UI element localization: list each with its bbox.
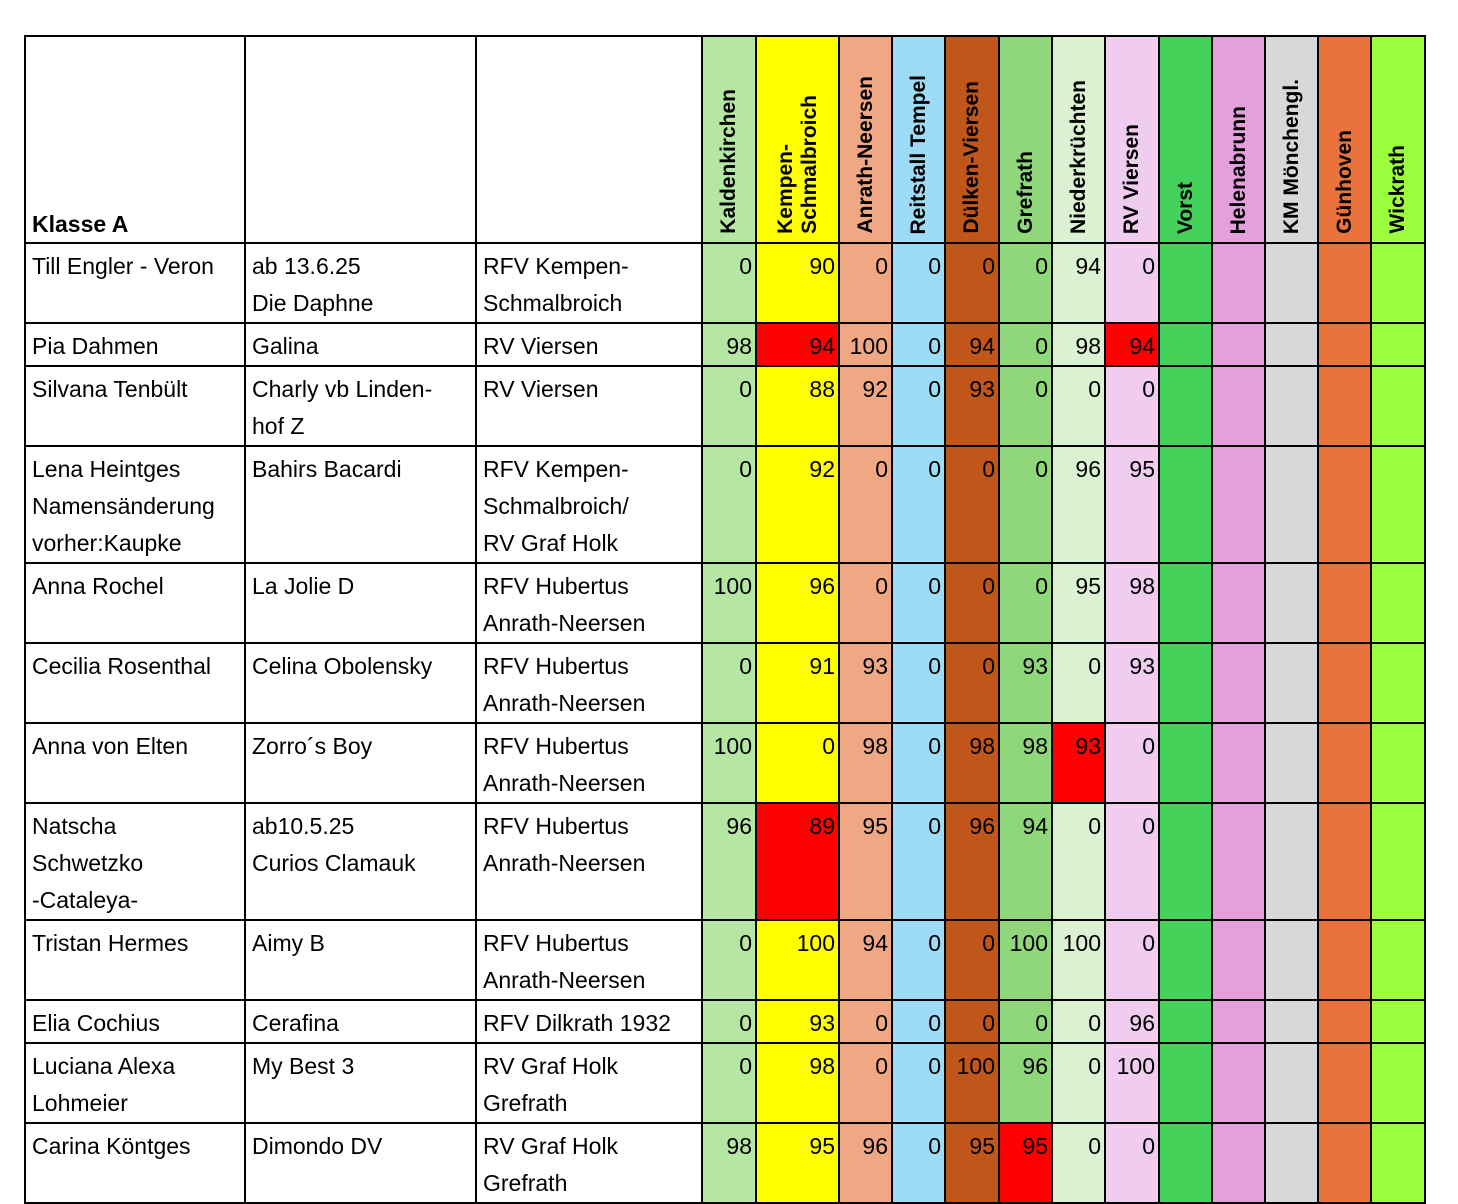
class-title: Klasse A <box>25 36 245 243</box>
score-cell: 0 <box>892 803 945 920</box>
score-cell: 96 <box>839 1123 892 1203</box>
score-cell: 0 <box>839 446 892 563</box>
score-cell: 0 <box>1052 366 1105 446</box>
score-cell: 100 <box>702 723 756 803</box>
score-cell: 0 <box>1052 643 1105 723</box>
column-header-label: Wickrath <box>1386 145 1409 234</box>
table-row <box>25 1000 1425 1043</box>
score-cell: 100 <box>1105 1043 1159 1123</box>
column-header <box>839 36 892 243</box>
header-club-blank <box>476 36 702 243</box>
score-cell: 100 <box>756 920 839 1000</box>
score-cell: 0 <box>1105 366 1159 446</box>
horse-cell: Charly vb Linden- hof Z <box>245 366 476 446</box>
score-cell: 0 <box>1105 920 1159 1000</box>
column-header-label: KM Mönchengl. <box>1279 78 1303 234</box>
score-cell <box>1159 920 1212 1000</box>
rider-cell: Elia Cochius <box>25 1000 245 1043</box>
column-header <box>1371 36 1425 243</box>
table-row <box>25 243 1425 323</box>
score-cell <box>1212 243 1265 323</box>
club-cell: RFV Hubertus Anrath-Neersen <box>476 803 702 920</box>
table-row <box>25 1123 1425 1203</box>
score-cell: 0 <box>945 563 999 643</box>
table-row <box>25 1043 1425 1123</box>
score-cell: 100 <box>839 323 892 366</box>
score-cell: 94 <box>945 323 999 366</box>
score-cell: 0 <box>892 1000 945 1043</box>
header-horse-blank <box>245 36 476 243</box>
score-cell: 0 <box>892 723 945 803</box>
score-cell: 98 <box>999 723 1052 803</box>
column-header <box>1265 36 1318 243</box>
score-cell <box>1212 803 1265 920</box>
score-cell: 95 <box>999 1123 1052 1203</box>
table-row <box>25 366 1425 446</box>
score-cell: 0 <box>839 1043 892 1123</box>
table-row <box>25 323 1425 366</box>
score-cell: 89 <box>756 803 839 920</box>
score-cell: 95 <box>839 803 892 920</box>
club-cell: RFV Hubertus Anrath-Neersen <box>476 563 702 643</box>
score-cell: 0 <box>945 920 999 1000</box>
rider-cell: Till Engler - Veron <box>25 243 245 323</box>
score-cell: 96 <box>756 563 839 643</box>
score-cell <box>1371 563 1425 643</box>
score-cell: 94 <box>1105 323 1159 366</box>
score-cell: 94 <box>756 323 839 366</box>
score-cell: 0 <box>839 243 892 323</box>
score-cell: 96 <box>945 803 999 920</box>
score-cell: 0 <box>892 1123 945 1203</box>
score-cell: 98 <box>1052 323 1105 366</box>
score-cell <box>1265 1123 1318 1203</box>
score-cell <box>1371 723 1425 803</box>
club-cell: RV Viersen <box>476 366 702 446</box>
rider-cell: Luciana Alexa Lohmeier <box>25 1043 245 1123</box>
score-cell: 95 <box>756 1123 839 1203</box>
score-cell <box>1265 723 1318 803</box>
score-cell: 98 <box>839 723 892 803</box>
score-cell <box>1371 803 1425 920</box>
score-cell: 0 <box>945 1000 999 1043</box>
horse-cell: La Jolie D <box>245 563 476 643</box>
score-cell <box>1212 1123 1265 1203</box>
column-header-label: Niederkrüchten <box>1066 79 1090 234</box>
score-cell: 94 <box>839 920 892 1000</box>
score-cell: 0 <box>1052 803 1105 920</box>
score-cell: 0 <box>1105 1123 1159 1203</box>
score-cell: 0 <box>999 563 1052 643</box>
score-cell: 0 <box>756 723 839 803</box>
score-cell: 0 <box>892 446 945 563</box>
score-cell <box>1265 803 1318 920</box>
score-cell: 96 <box>1052 446 1105 563</box>
horse-cell: Aimy B <box>245 920 476 1000</box>
score-cell <box>1318 563 1371 643</box>
score-cell: 0 <box>892 1043 945 1123</box>
score-cell <box>1159 1000 1212 1043</box>
score-cell <box>1371 366 1425 446</box>
scores-table <box>24 35 1426 1204</box>
score-cell: 96 <box>702 803 756 920</box>
score-cell: 95 <box>945 1123 999 1203</box>
score-cell <box>1159 323 1212 366</box>
score-cell <box>1159 1043 1212 1123</box>
column-header-label: Vorst <box>1173 181 1197 234</box>
column-header-label: Kempen- Schmalbroich <box>773 95 821 234</box>
column-header <box>702 36 756 243</box>
score-cell: 98 <box>756 1043 839 1123</box>
score-cell <box>1371 243 1425 323</box>
score-cell <box>1265 1043 1318 1123</box>
score-cell: 94 <box>999 803 1052 920</box>
club-cell: RFV Dilkrath 1932 <box>476 1000 702 1043</box>
score-cell: 90 <box>756 243 839 323</box>
score-cell <box>1265 1000 1318 1043</box>
score-cell: 93 <box>756 1000 839 1043</box>
score-cell: 93 <box>945 366 999 446</box>
rider-cell: Silvana Tenbült <box>25 366 245 446</box>
score-cell <box>1318 446 1371 563</box>
table-row <box>25 920 1425 1000</box>
score-cell: 0 <box>892 243 945 323</box>
score-cell <box>1371 323 1425 366</box>
table-body <box>25 243 1425 1203</box>
horse-cell: My Best 3 <box>245 1043 476 1123</box>
score-cell: 91 <box>756 643 839 723</box>
score-cell <box>1212 366 1265 446</box>
score-cell: 0 <box>1105 723 1159 803</box>
club-cell: RFV Hubertus Anrath-Neersen <box>476 723 702 803</box>
score-cell: 0 <box>1105 803 1159 920</box>
score-cell: 0 <box>702 643 756 723</box>
score-cell <box>1318 243 1371 323</box>
score-cell: 0 <box>1052 1123 1105 1203</box>
score-cell: 0 <box>702 243 756 323</box>
rider-cell: Tristan Hermes <box>25 920 245 1000</box>
score-cell: 93 <box>999 643 1052 723</box>
club-cell: RFV Kempen- Schmalbroich <box>476 243 702 323</box>
score-cell: 0 <box>945 446 999 563</box>
score-cell <box>1318 643 1371 723</box>
score-cell: 94 <box>1052 243 1105 323</box>
score-cell <box>1265 243 1318 323</box>
horse-cell: ab10.5.25 Curios Clamauk <box>245 803 476 920</box>
score-cell: 93 <box>1052 723 1105 803</box>
horse-cell: Cerafina <box>245 1000 476 1043</box>
column-header-label: RV Viersen <box>1120 123 1143 234</box>
score-cell: 0 <box>892 920 945 1000</box>
score-cell: 98 <box>702 1123 756 1203</box>
score-cell <box>1159 446 1212 563</box>
score-cell: 0 <box>839 563 892 643</box>
score-cell: 100 <box>999 920 1052 1000</box>
score-cell <box>1159 366 1212 446</box>
score-cell <box>1159 243 1212 323</box>
rider-cell: Pia Dahmen <box>25 323 245 366</box>
score-cell <box>1159 1123 1212 1203</box>
score-cell <box>1212 446 1265 563</box>
score-cell: 95 <box>1105 446 1159 563</box>
score-cell: 0 <box>999 243 1052 323</box>
score-cell: 0 <box>892 643 945 723</box>
horse-cell: Galina <box>245 323 476 366</box>
score-cell: 92 <box>756 446 839 563</box>
score-cell: 0 <box>1052 1000 1105 1043</box>
score-cell: 0 <box>945 643 999 723</box>
horse-cell: Zorro´s Boy <box>245 723 476 803</box>
column-header <box>1212 36 1265 243</box>
score-cell <box>1371 1043 1425 1123</box>
score-cell: 0 <box>892 323 945 366</box>
score-cell: 0 <box>1052 1043 1105 1123</box>
score-cell: 98 <box>945 723 999 803</box>
table-row <box>25 563 1425 643</box>
score-cell: 0 <box>702 1043 756 1123</box>
score-cell <box>1265 446 1318 563</box>
rider-cell: Lena Heintges Namensänderung vorher:Kaupke <box>25 446 245 563</box>
table-row <box>25 446 1425 563</box>
club-cell: RFV Hubertus Anrath-Neersen <box>476 920 702 1000</box>
table-row <box>25 803 1425 920</box>
club-cell: RFV Kempen- Schmalbroich/ RV Graf Holk <box>476 446 702 563</box>
score-cell: 0 <box>702 446 756 563</box>
score-cell <box>1318 1123 1371 1203</box>
score-cell <box>1318 723 1371 803</box>
club-cell: RFV Hubertus Anrath-Neersen <box>476 643 702 723</box>
column-header-label: Kaldenkirchen <box>717 89 740 234</box>
score-cell: 0 <box>839 1000 892 1043</box>
score-cell <box>1318 920 1371 1000</box>
column-header <box>945 36 999 243</box>
rider-cell: Cecilia Rosenthal <box>25 643 245 723</box>
horse-cell: Bahirs Bacardi <box>245 446 476 563</box>
rider-cell: Natscha Schwetzko -Cataleya- <box>25 803 245 920</box>
score-cell <box>1212 643 1265 723</box>
score-cell: 100 <box>945 1043 999 1123</box>
score-cell: 100 <box>1052 920 1105 1000</box>
score-cell <box>1371 1123 1425 1203</box>
score-cell <box>1212 920 1265 1000</box>
score-cell: 0 <box>999 1000 1052 1043</box>
score-cell <box>1265 643 1318 723</box>
column-header <box>1105 36 1159 243</box>
column-header-label: Günhoven <box>1332 130 1356 234</box>
header-row <box>25 36 1425 243</box>
score-cell <box>1318 803 1371 920</box>
rider-cell: Anna Rochel <box>25 563 245 643</box>
score-cell <box>1159 803 1212 920</box>
rider-cell: Carina Köntges <box>25 1123 245 1203</box>
column-header <box>999 36 1052 243</box>
score-cell: 88 <box>756 366 839 446</box>
score-cell: 0 <box>999 323 1052 366</box>
score-cell: 0 <box>999 366 1052 446</box>
column-header-label: Reitstall Tempel <box>906 74 930 234</box>
score-cell: 96 <box>999 1043 1052 1123</box>
column-header-label: Grefrath <box>1013 151 1037 234</box>
score-cell <box>1318 323 1371 366</box>
column-header <box>1052 36 1105 243</box>
score-cell <box>1318 366 1371 446</box>
score-cell: 0 <box>945 243 999 323</box>
score-cell <box>1212 1043 1265 1123</box>
score-cell: 0 <box>892 563 945 643</box>
score-cell <box>1212 323 1265 366</box>
club-cell: RV Graf Holk Grefrath <box>476 1123 702 1203</box>
club-cell: RV Graf Holk Grefrath <box>476 1043 702 1123</box>
score-cell <box>1265 920 1318 1000</box>
horse-cell: Celina Obolensky <box>245 643 476 723</box>
score-cell <box>1159 563 1212 643</box>
score-cell: 0 <box>702 366 756 446</box>
column-header-label: Dülken-Viersen <box>960 81 983 234</box>
score-cell <box>1318 1000 1371 1043</box>
column-header <box>756 36 839 243</box>
score-cell <box>1212 723 1265 803</box>
score-cell <box>1212 563 1265 643</box>
column-header <box>892 36 945 243</box>
score-cell: 0 <box>892 366 945 446</box>
score-cell <box>1212 1000 1265 1043</box>
score-cell <box>1371 1000 1425 1043</box>
score-cell <box>1159 643 1212 723</box>
score-cell: 93 <box>1105 643 1159 723</box>
column-header-label: Helenabrunn <box>1226 105 1250 234</box>
rider-cell: Anna von Elten <box>25 723 245 803</box>
score-cell <box>1371 446 1425 563</box>
column-header-label: Anrath-Neersen <box>853 76 877 234</box>
score-cell <box>1371 920 1425 1000</box>
column-header <box>1159 36 1212 243</box>
score-cell: 98 <box>702 323 756 366</box>
score-cell: 0 <box>702 1000 756 1043</box>
score-cell: 92 <box>839 366 892 446</box>
score-cell <box>1318 1043 1371 1123</box>
horse-cell: Dimondo DV <box>245 1123 476 1203</box>
horse-cell: ab 13.6.25 Die Daphne <box>245 243 476 323</box>
score-cell: 0 <box>1105 243 1159 323</box>
table-row <box>25 643 1425 723</box>
score-cell: 98 <box>1105 563 1159 643</box>
score-cell <box>1265 366 1318 446</box>
score-cell: 0 <box>702 920 756 1000</box>
score-cell <box>1371 643 1425 723</box>
score-cell <box>1159 723 1212 803</box>
column-header <box>1318 36 1371 243</box>
score-cell: 95 <box>1052 563 1105 643</box>
score-cell <box>1265 323 1318 366</box>
score-cell: 0 <box>999 446 1052 563</box>
score-cell: 96 <box>1105 1000 1159 1043</box>
club-cell: RV Viersen <box>476 323 702 366</box>
score-cell: 100 <box>702 563 756 643</box>
table-row <box>25 723 1425 803</box>
score-cell <box>1265 563 1318 643</box>
score-cell: 93 <box>839 643 892 723</box>
